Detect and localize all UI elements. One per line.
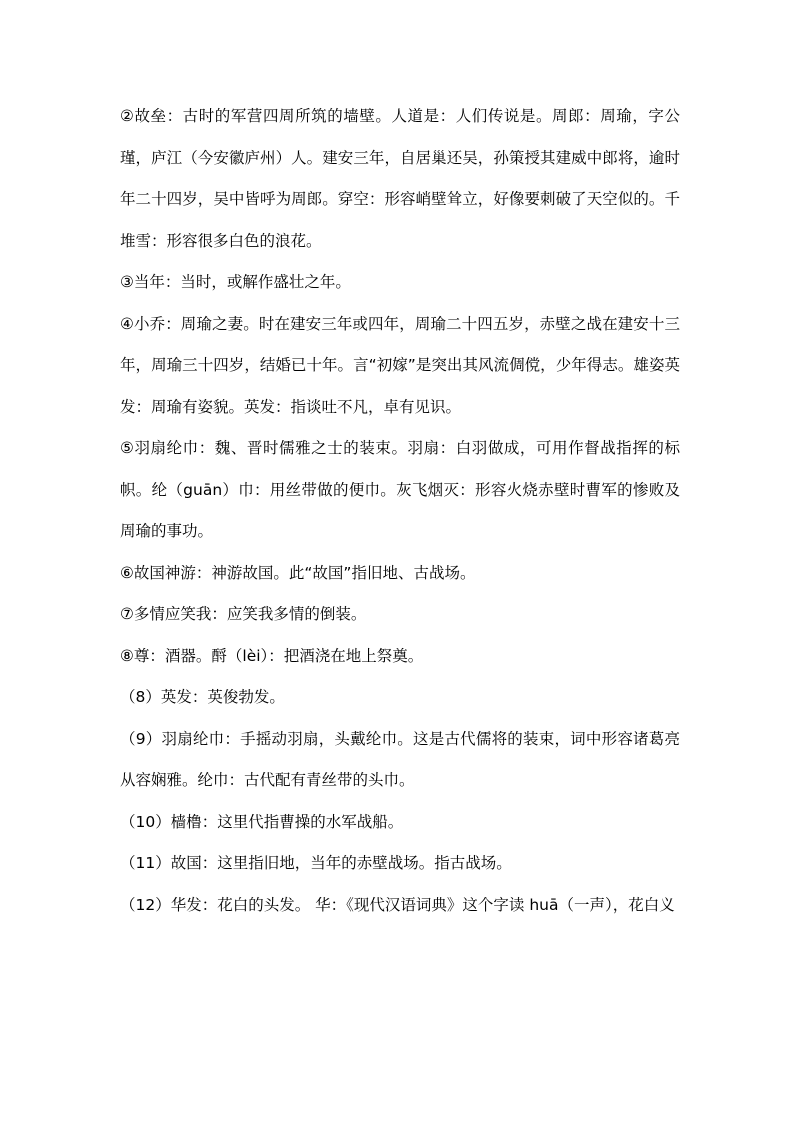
note-qianglu: （10）樯橹：这里代指曹操的水军战船。 [120,812,404,831]
note-huafa: （12）华发：花白的头发。 华：《现代汉语词典》这个字读 huā（一声），花白义 [120,895,675,914]
note-xiaoqiao: ④小乔：周瑜之妻。时在建安三年或四年，周瑜二十四五岁，赤壁之战在建安十三年，周瑜三十四岁，结婚已十年。言“初嫁”是突出其风流倜傥，少年得志。雄姿英发：周瑜有姿貌。英发：指谈吐不凡，卓有见识。 [120,314,680,416]
note-dangnian: ③当年：当时，或解作盛壮之年。 [120,273,351,291]
note-guguo-shenyou: ⑥故国神游：神游故国。此“故国”指旧地、古战场。 [120,563,476,582]
note-yingfa: （8）英发：英俊勃发。 [120,688,285,706]
note-guguo: （11）故国：这里指旧地，当年的赤壁战场。指古战场。 [120,854,512,872]
note-zun: ⑧尊：酒器。酹（lèi）：把酒浇在地上祭奠。 [120,646,424,665]
note-yushan-guanjin: ⑤羽扇纶巾：魏、晋时儒雅之士的装束。羽扇：白羽做成，可用作督战指挥的标帜。纶（guān）巾：用丝带做的便巾。灰飞烟灭：形容火烧赤壁时曹军的惨败及周瑜的事功。 [120,439,680,540]
note-duoqing: ⑦多情应笑我：应笑我多情的倒装。 [120,605,367,623]
note-yushan-lunjin: （9）羽扇纶巾：手摇动羽扇，头戴纶巾。这是古代儒将的装束，词中形容诸葛亮从容娴雅。纶巾：古代配有青丝带的头巾。 [120,729,680,789]
note-gulei: ②故垒：古时的军营四周所筑的墙壁。人道是：人们传说是。周郎：周瑜，字公瑾，庐江（今安徽庐州）人。建安三年，自居巢还吴，孙策授其建威中郎将，逾时年二十四岁，吴中皆呼为周郎。穿空：形容峭壁耸立，好像要刺破了天空似的。千堆雪：形容很多白色的浪花。 [120,107,680,250]
annotation-notes [120,96,680,926]
